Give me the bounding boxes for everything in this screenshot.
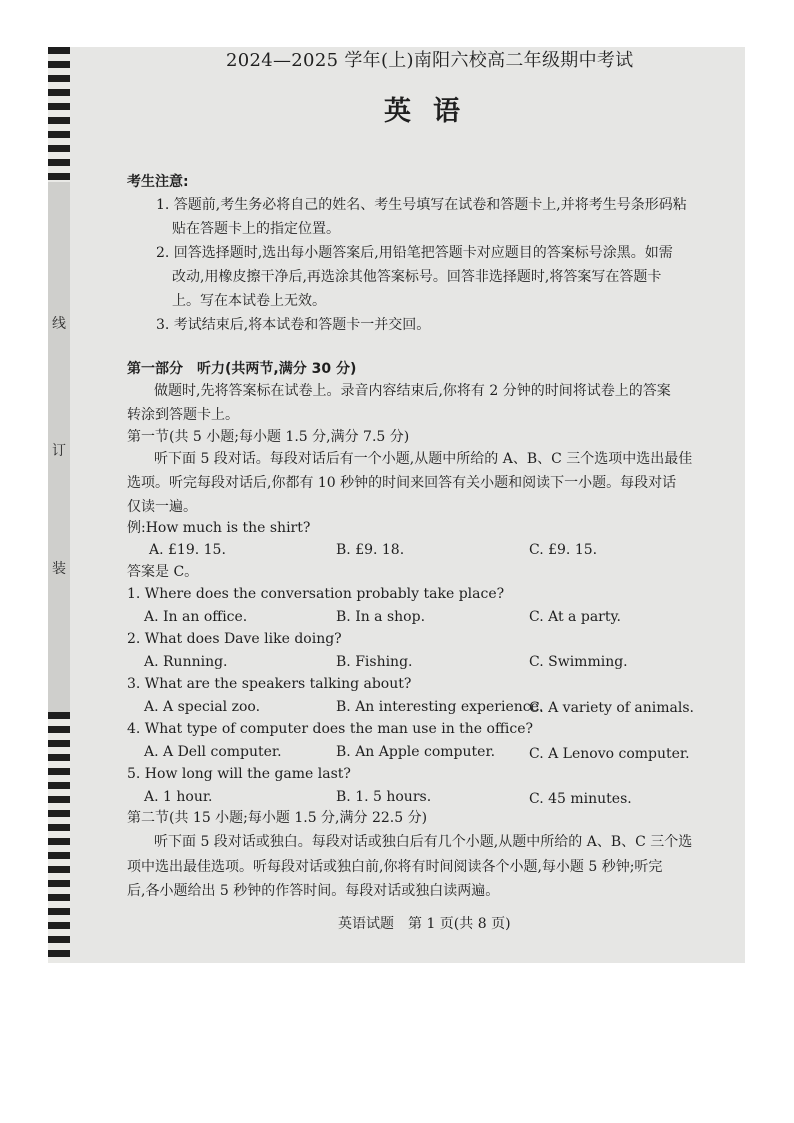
- section1-desc: 选项。听完每段对话后,你都有 10 秒钟的时间来回答有关小题和阅读下一小题。每段对话: [127, 475, 677, 491]
- example-option-c: C. £9. 15.: [529, 542, 598, 558]
- question-stem: 5. How long will the game last?: [127, 766, 351, 782]
- notice-line: 1. 答题前,考生务必将自己的姓名、考生号填写在试卷和答题卡上,并将考生号条形码粘: [156, 197, 687, 213]
- option-b: B. An interesting experience.: [336, 699, 544, 715]
- notice-line: 3. 考试结束后,将本试卷和答题卡一并交回。: [156, 317, 431, 333]
- subject-title: 英语: [384, 96, 482, 127]
- example-question: 例:How much is the shirt?: [127, 520, 311, 536]
- binding-label-order: 订: [52, 443, 66, 459]
- example-option-a: A. £19. 15.: [149, 542, 226, 558]
- binding-label-bind: 装: [52, 561, 66, 577]
- section1-desc: 听下面 5 段对话。每段对话后有一个小题,从题中所给的 A、B、C 三个选项中选出最佳: [154, 451, 693, 467]
- section2-heading: 第二节(共 15 小题;每小题 1.5 分,满分 22.5 分): [127, 810, 428, 826]
- section2-desc: 后,各小题给出 5 秒钟的作答时间。每段对话或独白读两遍。: [127, 883, 500, 899]
- binding-label-line: 线: [52, 316, 66, 332]
- option-a: A. In an office.: [144, 609, 248, 625]
- section1-heading: 第一节(共 5 小题;每小题 1.5 分,满分 7.5 分): [127, 429, 410, 445]
- question-stem: 2. What does Dave like doing?: [127, 631, 342, 647]
- question-stem: 1. Where does the conversation probably take place?: [127, 586, 505, 602]
- question-stem: 3. What are the speakers talking about?: [127, 676, 412, 692]
- option-a: A. A Dell computer.: [144, 744, 282, 760]
- part1-heading: 第一部分 听力(共两节,满分 30 分): [127, 361, 357, 377]
- exam-page: [48, 47, 745, 963]
- notice-line: 2. 回答选择题时,选出每小题答案后,用铅笔把答题卡对应题目的答案标号涂黑。如需: [156, 245, 673, 261]
- option-b: B. An Apple computer.: [336, 744, 496, 760]
- option-a: A. 1 hour.: [144, 789, 213, 805]
- option-a: A. Running.: [144, 654, 228, 670]
- option-c: C. At a party.: [529, 609, 621, 625]
- question-stem: 4. What type of computer does the man use in the office?: [127, 721, 534, 737]
- part1-intro: 转涂到答题卡上。: [127, 407, 239, 423]
- notice-line: 改动,用橡皮擦干净后,再选涂其他答案标号。回答非选择题时,将答案写在答题卡: [172, 269, 662, 285]
- option-b: B. Fishing.: [336, 654, 413, 670]
- part1-intro: 做题时,先将答案标在试卷上。录音内容结束后,你将有 2 分钟的时间将试卷上的答案: [154, 383, 671, 399]
- exam-title: 2024—2025 学年(上)南阳六校高二年级期中考试: [226, 50, 634, 71]
- option-b: B. In a shop.: [336, 609, 426, 625]
- example-answer: 答案是 C。: [127, 564, 199, 580]
- option-c: C. Swimming.: [529, 654, 628, 670]
- option-c: C. A variety of animals.: [529, 700, 695, 716]
- section1-desc: 仅读一遍。: [127, 499, 197, 515]
- page-footer: 英语试题 第 1 页(共 8 页): [338, 916, 511, 932]
- notice-line: 贴在答题卡上的指定位置。: [172, 221, 340, 237]
- section2-desc: 项中选出最佳选项。听每段对话或独白前,你将有时间阅读各个小题,每小题 5 秒钟;听完: [127, 859, 663, 875]
- option-c: C. 45 minutes.: [529, 791, 632, 807]
- option-b: B. 1. 5 hours.: [336, 789, 432, 805]
- section2-desc: 听下面 5 段对话或独白。每段对话或独白后有几个小题,从题中所给的 A、B、C 三个选: [154, 834, 693, 850]
- option-c: C. A Lenovo computer.: [529, 746, 690, 762]
- option-a: A. A special zoo.: [144, 699, 261, 715]
- notice-line: 上。写在本试卷上无效。: [172, 293, 326, 309]
- example-option-b: B. £9. 18.: [336, 542, 405, 558]
- page-content: [48, 47, 745, 963]
- notice-heading: 考生注意:: [127, 174, 189, 190]
